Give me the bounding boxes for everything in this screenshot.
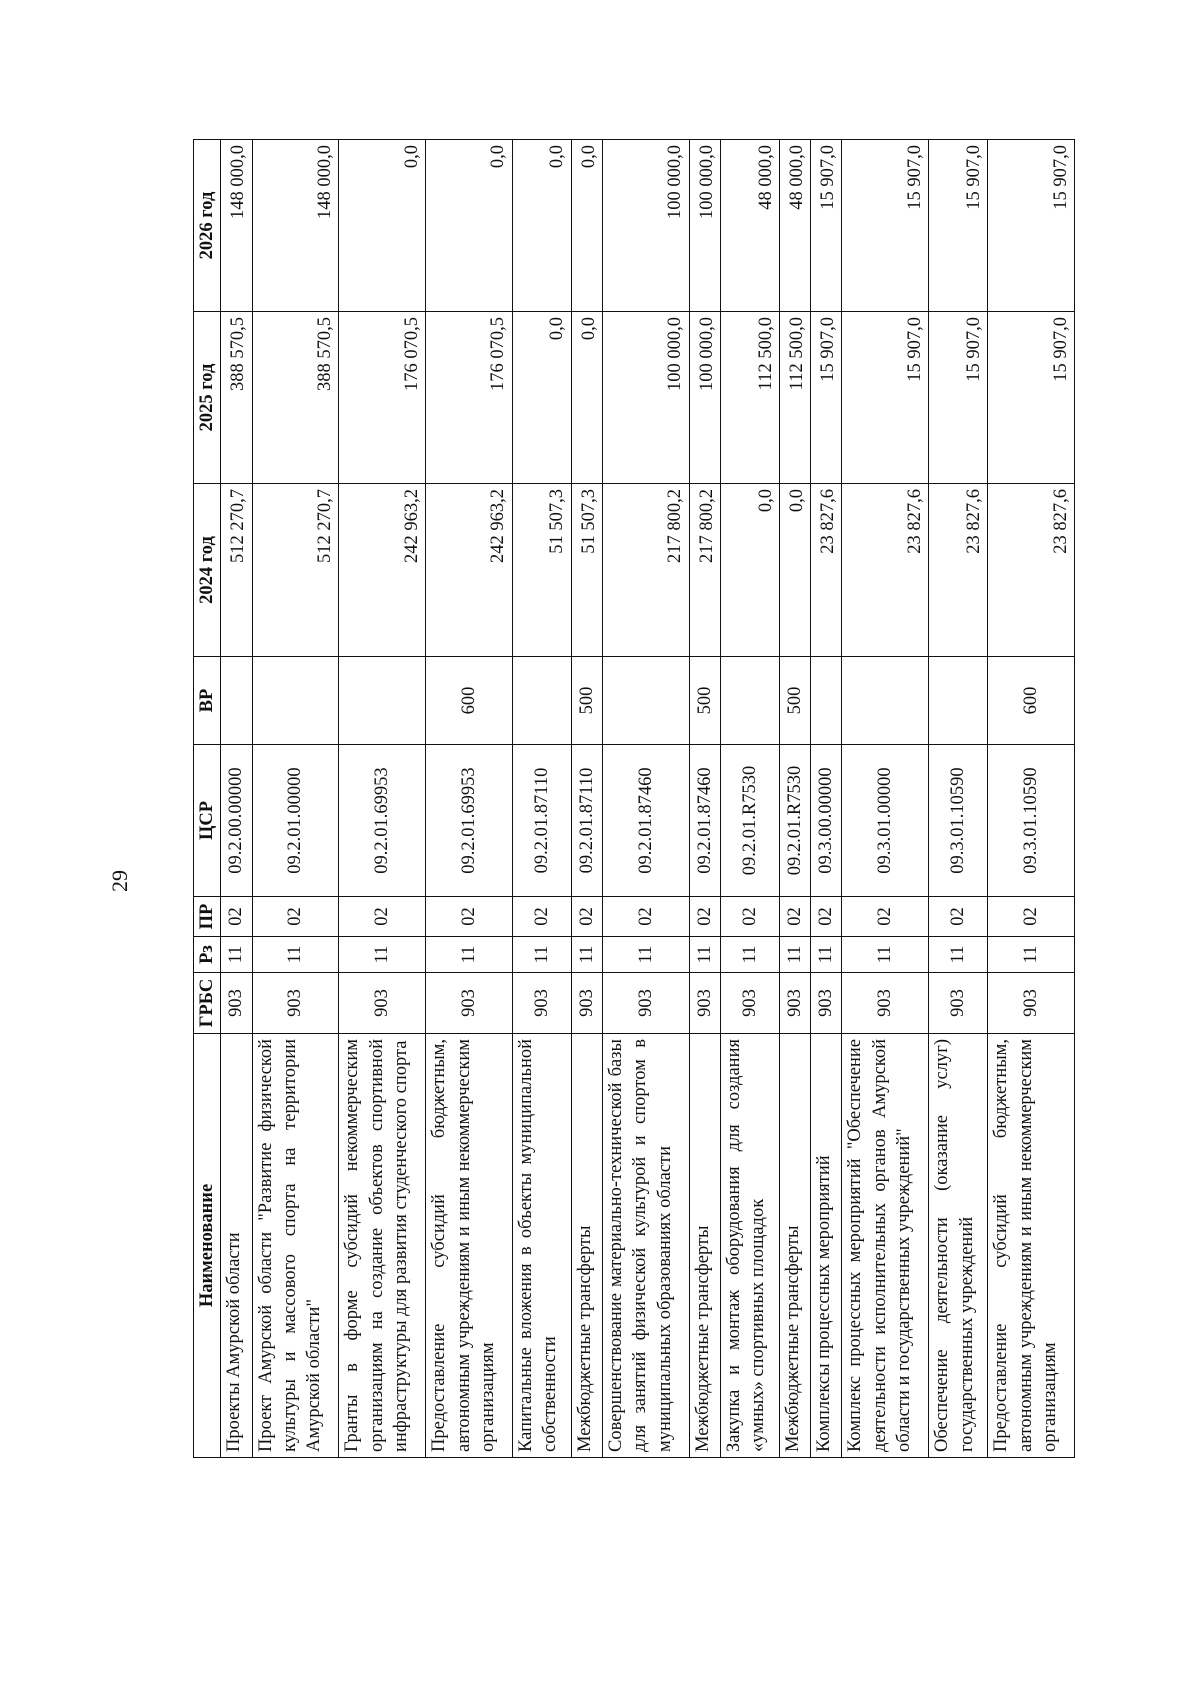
row-rz: 11 — [988, 937, 1075, 973]
row-rz: 11 — [780, 937, 811, 973]
row-name: Закупка и монтаж оборудования для создания «умных» спортивных площадок — [721, 1034, 780, 1458]
table-row — [842, 140, 929, 1458]
row-2026: 48 000,0 — [721, 140, 780, 312]
row-2025: 15 907,0 — [988, 312, 1075, 484]
row-grbs: 903 — [842, 973, 929, 1034]
row-2024: 242 963,2 — [426, 484, 513, 657]
row-2024: 23 827,6 — [842, 484, 929, 657]
row-vr: 600 — [988, 657, 1075, 745]
row-2025: 100 000,0 — [689, 312, 720, 484]
row-csr: 09.3.01.00000 — [842, 745, 929, 897]
row-name: Гранты в форме субсидий некоммерческим организациям на создание объектов спортивной инфраструктуры для развития студенческого спорта — [339, 1034, 426, 1458]
row-pr: 02 — [988, 897, 1075, 937]
row-grbs: 903 — [339, 973, 426, 1034]
row-grbs: 903 — [689, 973, 720, 1034]
row-2025: 112 500,0 — [721, 312, 780, 484]
row-rz: 11 — [689, 937, 720, 973]
row-name: Совершенствование материально-технической базы для занятий физической культурой и спортом в муниципальных образованиях области — [603, 1034, 690, 1458]
row-2024: 23 827,6 — [811, 484, 842, 657]
row-pr: 02 — [339, 897, 426, 937]
table-row — [426, 140, 513, 1458]
row-rz: 11 — [512, 937, 571, 973]
table-row — [571, 140, 602, 1458]
row-pr: 02 — [512, 897, 571, 937]
row-2024: 23 827,6 — [929, 484, 988, 657]
row-pr: 02 — [426, 897, 513, 937]
row-grbs: 903 — [811, 973, 842, 1034]
row-pr: 02 — [721, 897, 780, 937]
row-2026: 15 907,0 — [988, 140, 1075, 312]
row-pr: 02 — [571, 897, 602, 937]
page-number: 29 — [107, 870, 132, 892]
row-pr: 02 — [252, 897, 339, 937]
header-csr: ЦСР — [194, 745, 221, 897]
row-grbs: 903 — [929, 973, 988, 1034]
row-grbs: 903 — [988, 973, 1075, 1034]
row-name: Капитальные вложения в объекты муниципальной собственности — [512, 1034, 571, 1458]
row-2025: 100 000,0 — [603, 312, 690, 484]
row-2024: 217 800,2 — [689, 484, 720, 657]
table-row — [811, 140, 842, 1458]
row-csr: 09.2.01.87110 — [512, 745, 571, 897]
table-row — [780, 140, 811, 1458]
row-2024: 242 963,2 — [339, 484, 426, 657]
table-row — [689, 140, 720, 1458]
row-2026: 0,0 — [426, 140, 513, 312]
row-csr: 09.2.01.87110 — [571, 745, 602, 897]
row-vr — [811, 657, 842, 745]
row-grbs: 903 — [571, 973, 602, 1034]
row-grbs: 903 — [780, 973, 811, 1034]
row-2026: 15 907,0 — [929, 140, 988, 312]
row-rz: 11 — [929, 937, 988, 973]
row-rz: 11 — [252, 937, 339, 973]
row-name: Комплекс процессных мероприятий "Обеспечение деятельности исполнительных органов Амурской области и государственных учреждений" — [842, 1034, 929, 1458]
row-name: Проект Амурской области "Развитие физической культуры и массового спорта на территории Амурской области" — [252, 1034, 339, 1458]
table-row — [929, 140, 988, 1458]
row-csr: 09.3.00.00000 — [811, 745, 842, 897]
row-2024: 0,0 — [721, 484, 780, 657]
row-vr — [339, 657, 426, 745]
table-row — [252, 140, 339, 1458]
row-2026: 48 000,0 — [780, 140, 811, 312]
row-2024: 217 800,2 — [603, 484, 690, 657]
row-rz: 11 — [721, 937, 780, 973]
row-2025: 388 570,5 — [252, 312, 339, 484]
row-2026: 15 907,0 — [811, 140, 842, 312]
header-grbs: ГРБС — [194, 973, 221, 1034]
row-csr: 09.2.01.87460 — [603, 745, 690, 897]
row-rz: 11 — [339, 937, 426, 973]
row-rz: 11 — [221, 937, 252, 973]
row-name: Предоставление субсидий бюджетным, автономным учреждениям и иным некоммерческим организациям — [988, 1034, 1075, 1458]
row-csr: 09.2.01.R7530 — [721, 745, 780, 897]
row-csr: 09.2.00.00000 — [221, 745, 252, 897]
row-vr: 500 — [780, 657, 811, 745]
row-2025: 15 907,0 — [842, 312, 929, 484]
row-2025: 15 907,0 — [929, 312, 988, 484]
row-grbs: 903 — [426, 973, 513, 1034]
row-rz: 11 — [426, 937, 513, 973]
row-vr: 600 — [426, 657, 513, 745]
row-rz: 11 — [603, 937, 690, 973]
row-pr: 02 — [689, 897, 720, 937]
header-2024: 2024 год — [194, 484, 221, 657]
rotated-table-container — [193, 140, 1075, 1458]
row-vr — [252, 657, 339, 745]
row-2024: 51 507,3 — [512, 484, 571, 657]
header-name: Наименование — [194, 1034, 221, 1458]
row-pr: 02 — [929, 897, 988, 937]
row-csr: 09.2.01.R7530 — [780, 745, 811, 897]
row-name: Предоставление субсидий бюджетным, автономным учреждениям и иным некоммерческим организациям — [426, 1034, 513, 1458]
row-rz: 11 — [842, 937, 929, 973]
row-name: Комплексы процессных мероприятий — [811, 1034, 842, 1458]
header-2025: 2025 год — [194, 312, 221, 484]
row-csr: 09.2.01.69953 — [426, 745, 513, 897]
row-2025: 0,0 — [571, 312, 602, 484]
row-pr: 02 — [842, 897, 929, 937]
row-grbs: 903 — [221, 973, 252, 1034]
row-vr — [221, 657, 252, 745]
row-csr: 09.2.01.87460 — [689, 745, 720, 897]
row-vr — [512, 657, 571, 745]
row-2026: 100 000,0 — [603, 140, 690, 312]
row-name: Межбюджетные трансферты — [780, 1034, 811, 1458]
row-grbs: 903 — [252, 973, 339, 1034]
row-2025: 176 070,5 — [426, 312, 513, 484]
row-csr: 09.3.01.10590 — [929, 745, 988, 897]
row-2025: 112 500,0 — [780, 312, 811, 484]
row-vr — [842, 657, 929, 745]
row-grbs: 903 — [603, 973, 690, 1034]
table-row — [721, 140, 780, 1458]
row-2026: 15 907,0 — [842, 140, 929, 312]
row-2024: 0,0 — [780, 484, 811, 657]
row-name: Межбюджетные трансферты — [571, 1034, 602, 1458]
header-row — [194, 140, 221, 1458]
row-rz: 11 — [571, 937, 602, 973]
header-vr: ВР — [194, 657, 221, 745]
row-2026: 148 000,0 — [252, 140, 339, 312]
row-2025: 176 070,5 — [339, 312, 426, 484]
row-2024: 51 507,3 — [571, 484, 602, 657]
row-2025: 0,0 — [512, 312, 571, 484]
row-pr: 02 — [811, 897, 842, 937]
row-2026: 0,0 — [571, 140, 602, 312]
row-vr — [929, 657, 988, 745]
row-csr: 09.2.01.00000 — [252, 745, 339, 897]
row-grbs: 903 — [512, 973, 571, 1034]
row-vr: 500 — [571, 657, 602, 745]
row-name: Обеспечение деятельности (оказание услуг) государственных учреждений — [929, 1034, 988, 1458]
header-2026: 2026 год — [194, 140, 221, 312]
row-rz: 11 — [811, 937, 842, 973]
row-vr — [721, 657, 780, 745]
row-vr — [603, 657, 690, 745]
row-2026: 0,0 — [339, 140, 426, 312]
row-2025: 15 907,0 — [811, 312, 842, 484]
budget-table — [193, 139, 1075, 1458]
table-row — [603, 140, 690, 1458]
row-2024: 512 270,7 — [221, 484, 252, 657]
row-2026: 0,0 — [512, 140, 571, 312]
row-csr: 09.2.01.69953 — [339, 745, 426, 897]
table-row — [988, 140, 1075, 1458]
table-row — [221, 140, 252, 1458]
table-row — [512, 140, 571, 1458]
row-pr: 02 — [603, 897, 690, 937]
row-name: Проекты Амурской области — [221, 1034, 252, 1458]
row-csr: 09.3.01.10590 — [988, 745, 1075, 897]
row-name: Межбюджетные трансферты — [689, 1034, 720, 1458]
row-2024: 512 270,7 — [252, 484, 339, 657]
row-grbs: 903 — [721, 973, 780, 1034]
row-vr: 500 — [689, 657, 720, 745]
row-2026: 100 000,0 — [689, 140, 720, 312]
row-2024: 23 827,6 — [988, 484, 1075, 657]
row-2025: 388 570,5 — [221, 312, 252, 484]
header-pr: ПР — [194, 897, 221, 937]
row-2026: 148 000,0 — [221, 140, 252, 312]
row-pr: 02 — [780, 897, 811, 937]
table-row — [339, 140, 426, 1458]
header-rz: Рз — [194, 937, 221, 973]
row-pr: 02 — [221, 897, 252, 937]
